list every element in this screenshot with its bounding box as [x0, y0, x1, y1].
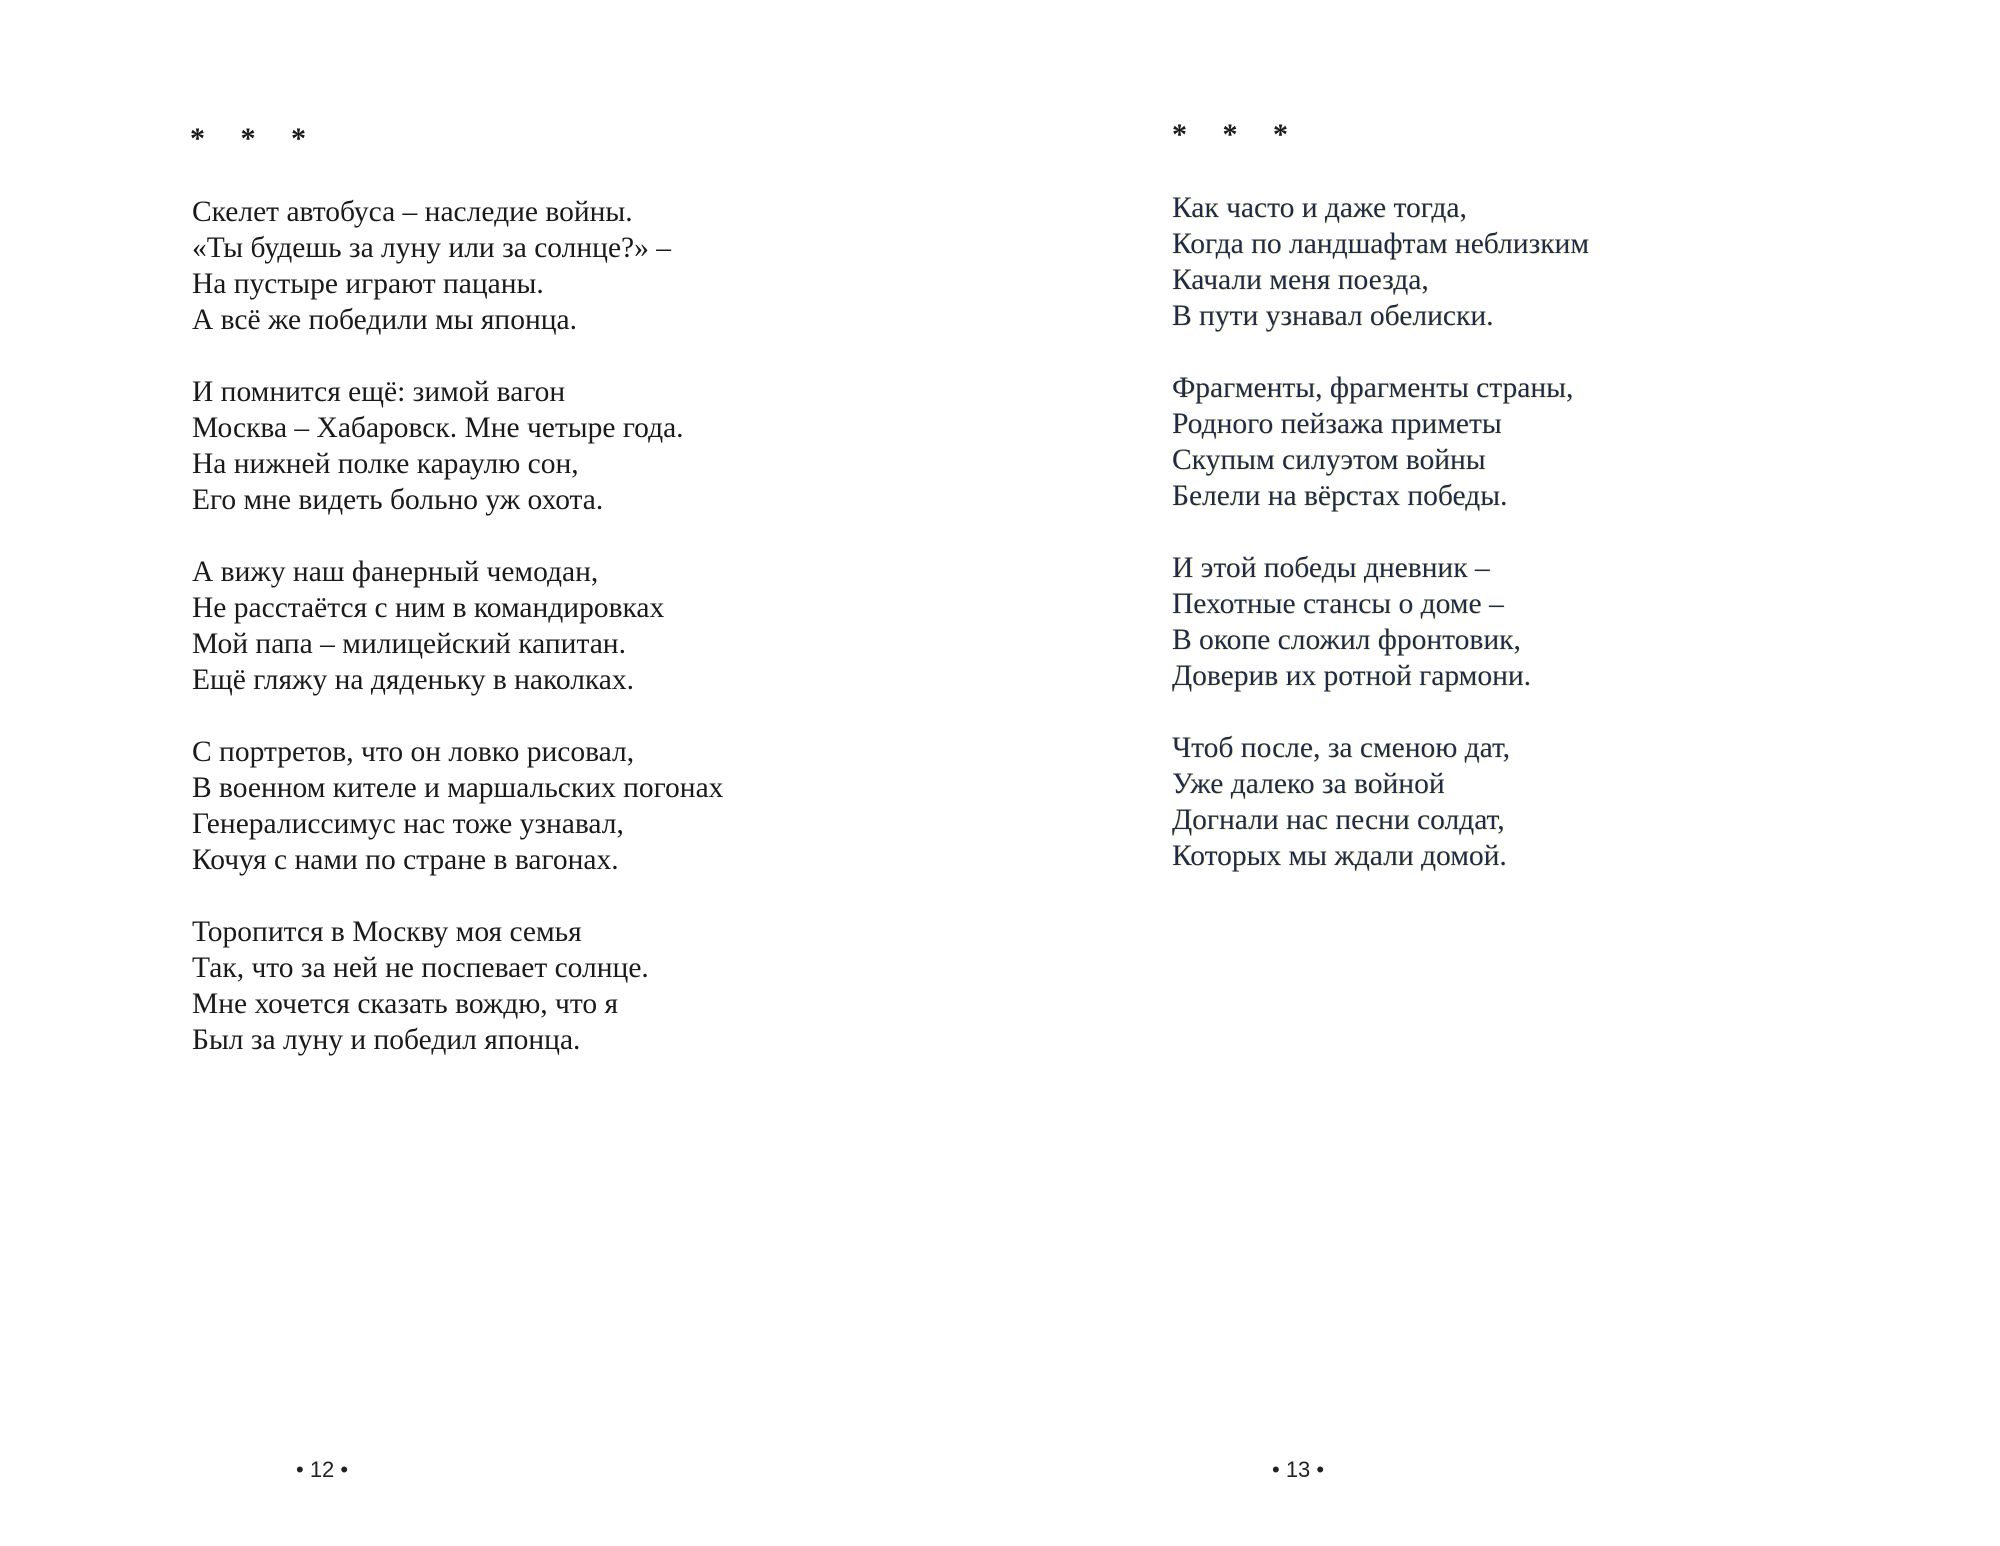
- poem-line: Мой папа – милицейский капитан.: [192, 628, 626, 660]
- poem-line: С портретов, что он ловко рисовал,: [192, 736, 635, 768]
- page-number: • 12 •: [296, 1457, 349, 1482]
- stanza: [192, 914, 723, 1058]
- stanza: [192, 194, 723, 338]
- stanza: [192, 734, 723, 878]
- poem-line: Не расстаётся с ним в командировках: [192, 592, 665, 624]
- poem-line: Белели на вёрстах победы.: [1172, 480, 1508, 512]
- poem-line: Чтоб после, за сменою дат,: [1172, 732, 1511, 764]
- right-page: [1000, 0, 2000, 1546]
- poem: [1172, 190, 1589, 910]
- poem-line: Кочуя с нами по стране в вагонах.: [192, 844, 619, 876]
- poem-line: Москва – Хабаровск. Мне четыре года.: [192, 412, 684, 444]
- poem-line: Так, что за ней не поспевает солнце.: [192, 952, 649, 984]
- poem-line: «Ты будешь за луну или за солнце?» –: [192, 232, 672, 264]
- poem-line: И помнится ещё: зимой вагон: [192, 376, 566, 408]
- stanza: [1172, 190, 1589, 334]
- stanza: [1172, 550, 1589, 694]
- section-asterisks: * * *: [190, 122, 320, 155]
- poem-line: Ещё гляжу на дяденьку в наколках.: [192, 664, 635, 696]
- stanza: [192, 554, 723, 698]
- poem-line: Его мне видеть больно уж охота.: [192, 484, 604, 516]
- poem-line: Родного пейзажа приметы: [1172, 408, 1502, 440]
- poem-line: А всё же победили мы японца.: [192, 304, 578, 336]
- poem-line: Мне хочется сказать вождю, что я: [192, 988, 619, 1020]
- poem-line: Генералиссимус нас тоже узнавал,: [192, 808, 624, 840]
- poem-line: Как часто и даже тогда,: [1172, 192, 1467, 224]
- stanza: [1172, 730, 1589, 874]
- poem-line: Торопится в Москву моя семья: [192, 916, 582, 948]
- poem-line: Скелет автобуса – наследие войны.: [192, 196, 633, 228]
- poem-line: Когда по ландшафтам неблизким: [1172, 228, 1590, 260]
- page-number: • 13 •: [1272, 1457, 1325, 1482]
- poem-line: Уже далеко за войной: [1172, 768, 1445, 800]
- stanza: [1172, 370, 1589, 514]
- poem-line: В пути узнавал обелиски.: [1172, 300, 1494, 332]
- poem-line: В окопе сложил фронтовик,: [1172, 624, 1521, 656]
- poem-line: А вижу наш фанерный чемодан,: [192, 556, 599, 588]
- poem-line: Доверив их ротной гармони.: [1172, 660, 1532, 692]
- poem-line: На нижней полке караулю сон,: [192, 448, 579, 480]
- poem-line: На пустыре играют пацаны.: [192, 268, 544, 300]
- poem-line: В военном кителе и маршальских погонах: [192, 772, 724, 804]
- poem-line: Догнали нас песни солдат,: [1172, 804, 1505, 836]
- poem-line: Фрагменты, фрагменты страны,: [1172, 372, 1574, 404]
- poem-line: Качали меня поезда,: [1172, 264, 1429, 296]
- section-asterisks: * * *: [1172, 118, 1302, 151]
- poem-line: Был за луну и победил японца.: [192, 1024, 581, 1056]
- poem-line: Скупым силуэтом войны: [1172, 444, 1486, 476]
- poem: [192, 194, 723, 1094]
- poem-line: Которых мы ждали домой.: [1172, 840, 1507, 872]
- poem-line: И этой победы дневник –: [1172, 552, 1490, 584]
- poem-line: Пехотные стансы о доме –: [1172, 588, 1504, 620]
- stanza: [192, 374, 723, 518]
